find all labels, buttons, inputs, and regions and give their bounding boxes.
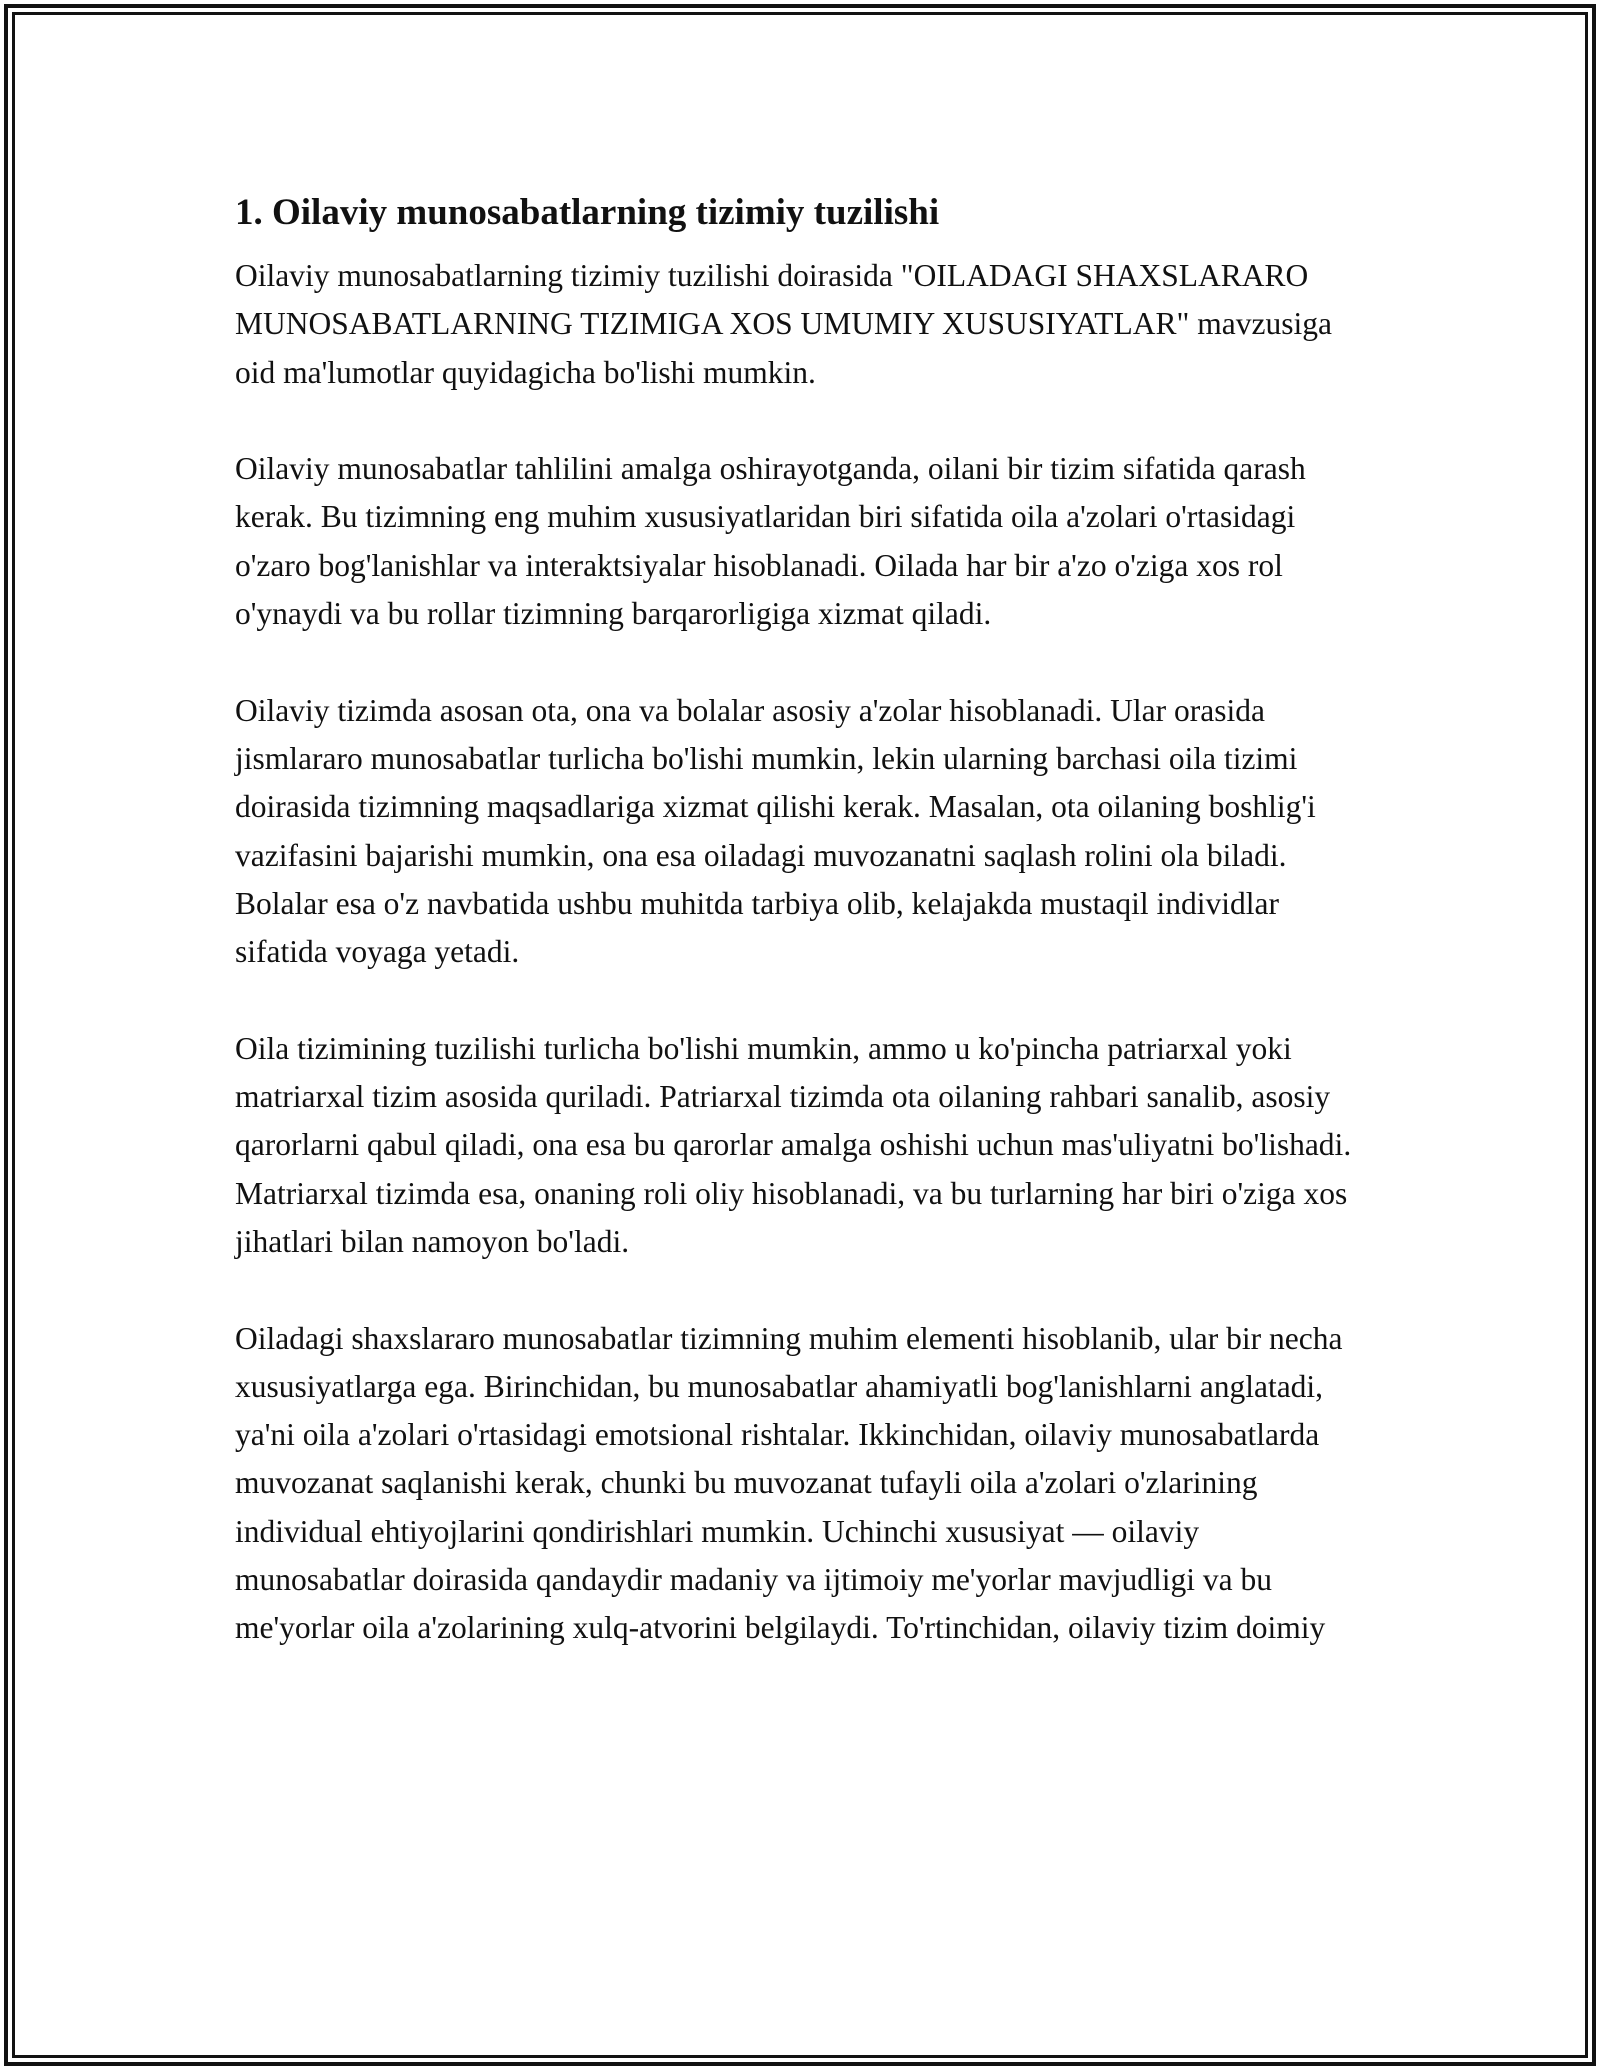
paragraph-intro: Oilaviy munosabatlarning tizimiy tuzilishi doirasida "OILADAGI SHAXSLARARO MUNOSABATLARNING TIZIMIGA XOS UMUMIY XUSUSIYATLAR" mavzusiga oid ma'lumotlar quyidagicha bo'lishi mumkin. xyxy=(235,258,1332,390)
document-content xyxy=(235,185,1365,1701)
section-heading: 1. Oilaviy munosabatlarning tizimiy tuzilishi xyxy=(235,192,940,233)
paragraph-family-system: Oilaviy munosabatlar tahlilini amalga oshirayotganda, oilani bir tizim sifatida qarash kerak. Bu tizimning eng muhim xususiyatlaridan biri sifatida oila a'zolari o'rtasidagi o'zaro bog'lanishlar va interaktsiyalar hisoblanadi. Oilada har bir a'zo o'ziga xos rol o'ynaydi va bu rollar tizimning barqarorligiga xizmat qiladi. xyxy=(235,451,1306,632)
paragraph-family-structure: Oila tizimining tuzilishi turlicha bo'lishi mumkin, ammo u ko'pincha patriarxal yoki matriarxal tizim asosida quriladi. Patriarxal tizimda ota oilaning rahbari sanalib, asosiy qarorlarni qabul qiladi, ona esa bu qarorlar amalga oshishi uchun mas'uliyatni bo'lishadi. Matriarxal tizimda esa, onaning roli oliy hisoblanadi, va bu turlarning har biri o'ziga xos jihatlari bilan namoyon bo'ladi. xyxy=(235,1030,1352,1259)
paragraph-interpersonal-relations: Oiladagi shaxslararo munosabatlar tizimning muhim elementi hisoblanib, ular bir necha xususiyatlarga ega. Birinchidan, bu munosabatlar ahamiyatli bog'lanishlarni anglatadi, ya'ni oila a'zolari o'rtasidagi emotsional rishtalar. Ikkinchidan, oilaviy munosabatlarda muvozanat saqlanishi kerak, chunki bu muvozanat tufayli oila a'zolari o'zlarining individual ehtiyojlarini qondirishlari mumkin. Uchinchi xususiyat — oilaviy munosabatlar doirasida qandaydir madaniy va ijtimoiy me'yorlar mavjudligi va bu me'yorlar oila a'zolarining xulq-atvorini belgilaydi. To'rtinchidan, oilaviy tizim doimiy xyxy=(235,1320,1343,1646)
paragraph-family-members: Oilaviy tizimda asosan ota, ona va bolalar asosiy a'zolar hisoblanadi. Ular orasida jismlararo munosabatlar turlicha bo'lishi mumkin, lekin ularning barchasi oila tizimi doirasida tizimning maqsadlariga xizmat qilishi kerak. Masalan, ota oilaning boshlig'i vazifasini bajarishi mumkin, ona esa oiladagi muvozanatni saqlash rolini ola biladi. Bolalar esa o'z navbatida ushbu muhitda tarbiya olib, kelajakda mustaqil individlar sifatida voyaga yetadi. xyxy=(235,692,1316,970)
